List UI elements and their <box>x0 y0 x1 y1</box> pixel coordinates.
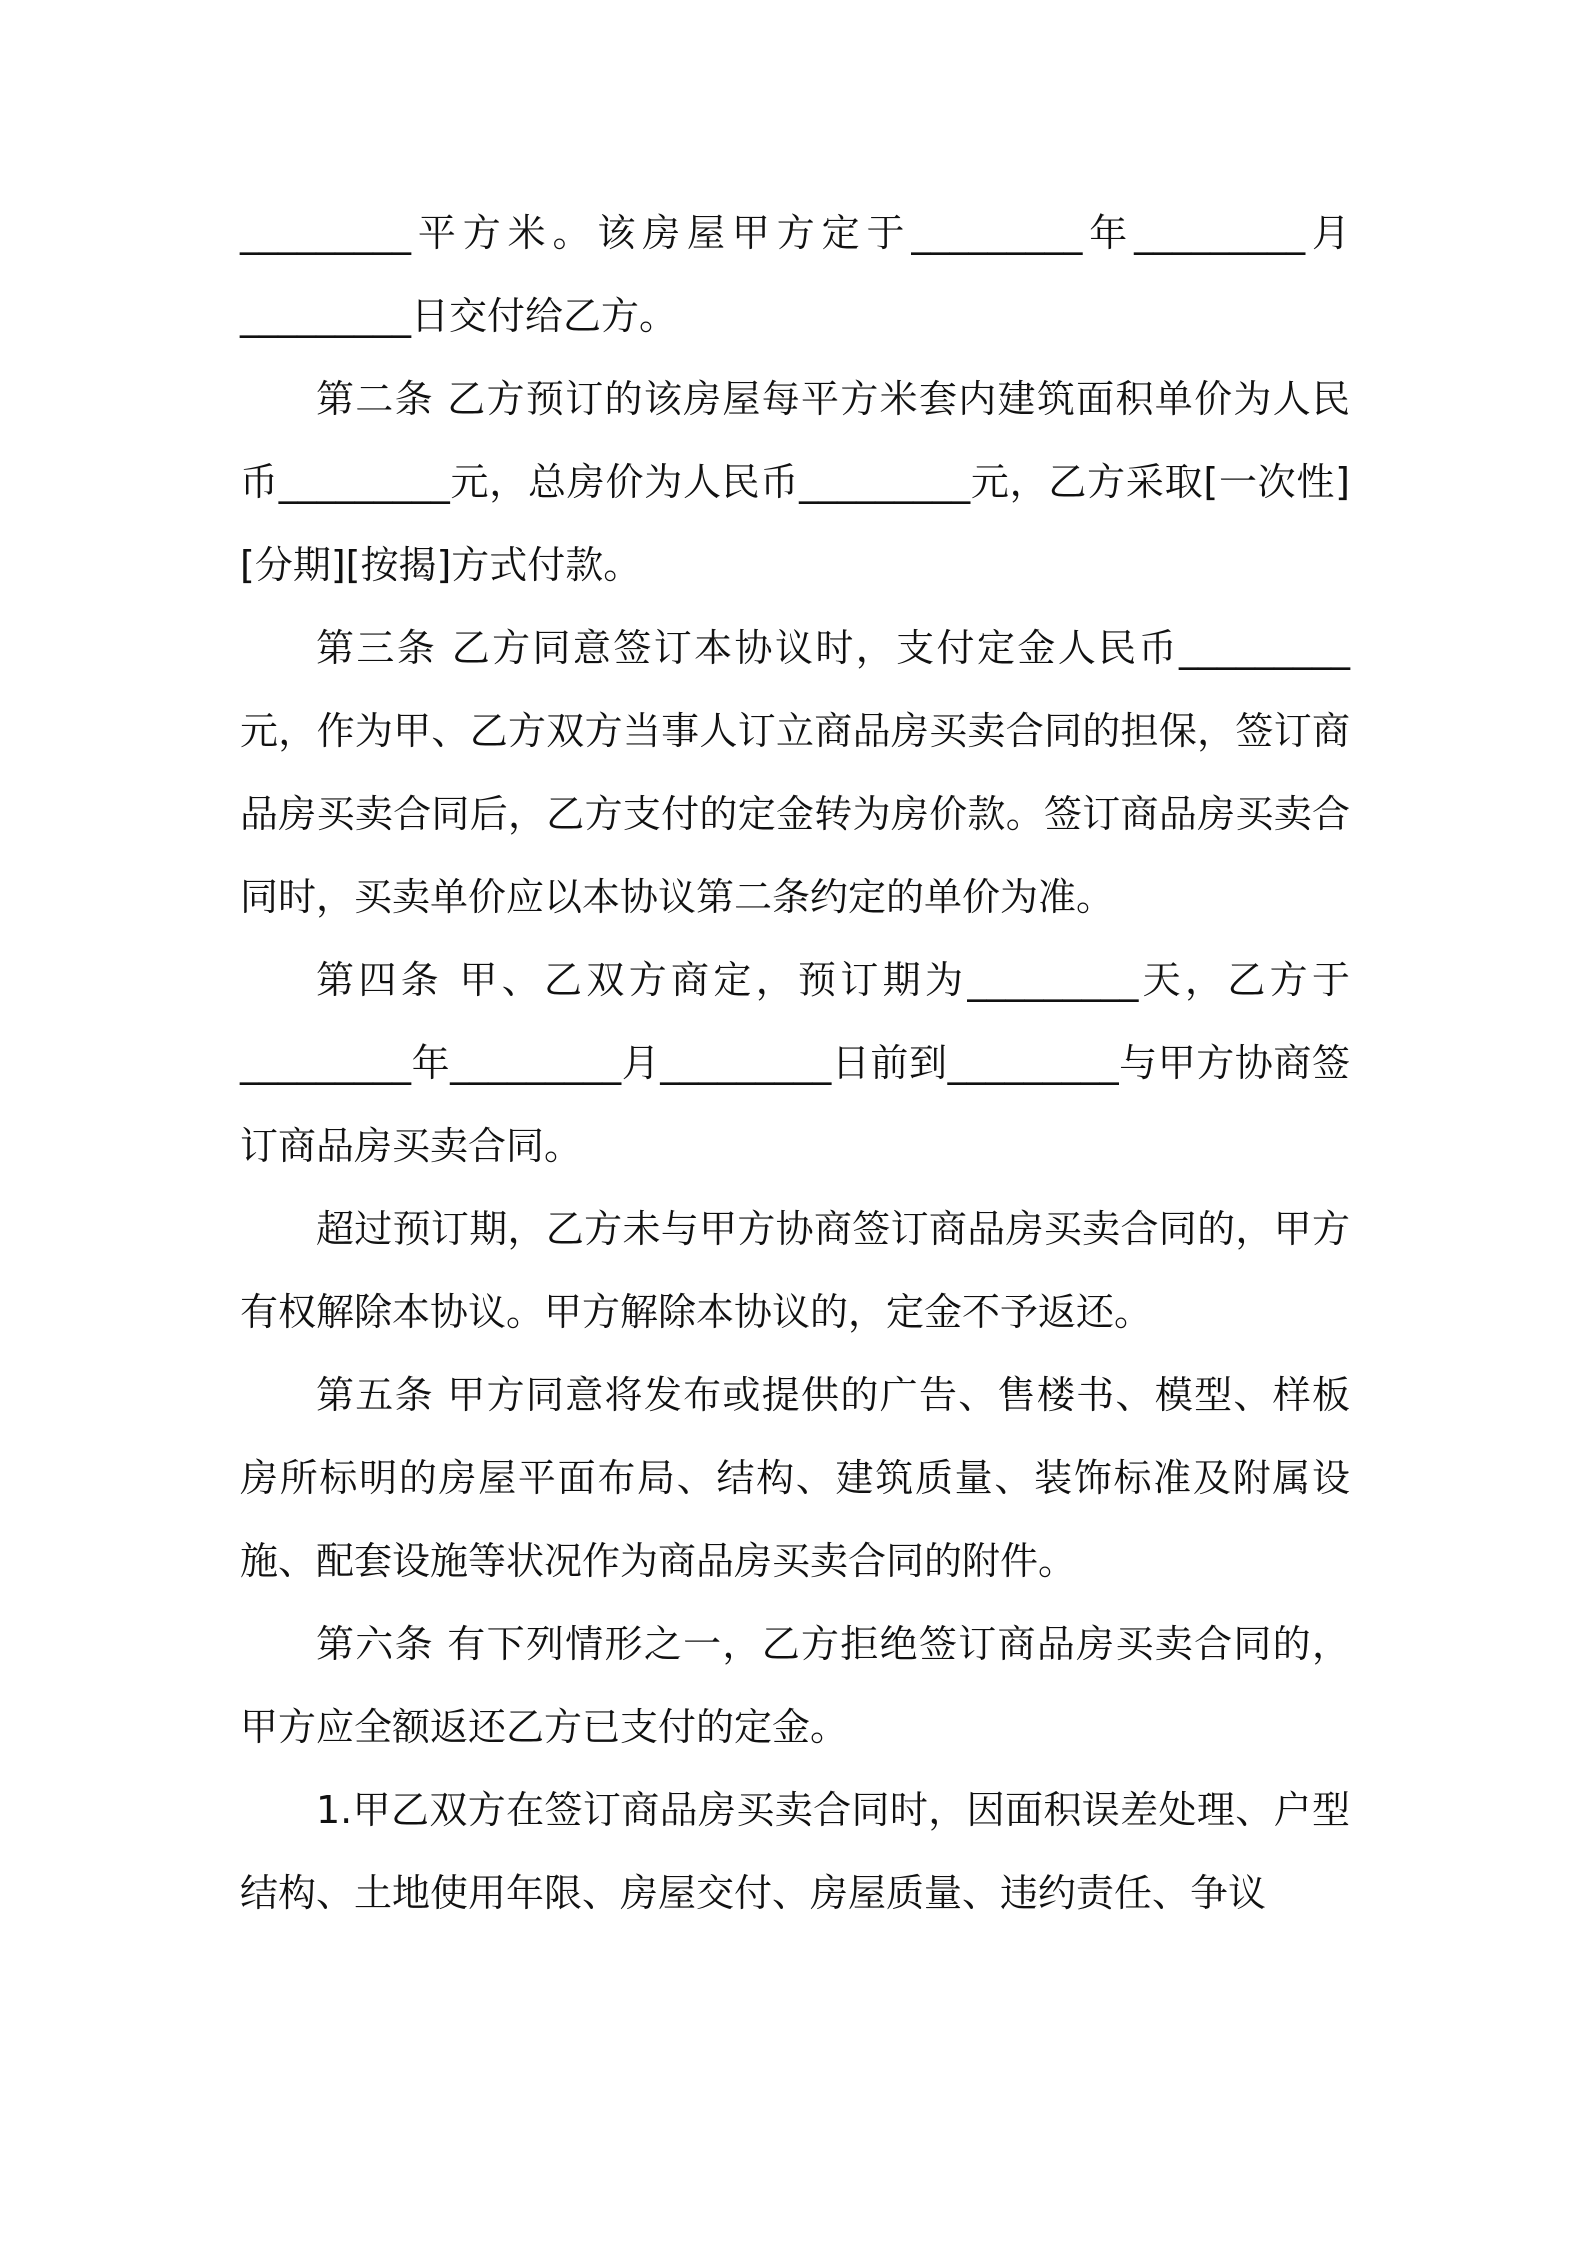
paragraph-article-5: 第五条 甲方同意将发布或提供的广告、售楼书、模型、样板房所标明的房屋平面布局、结构、建筑质量、装饰标准及附属设施、配套设施等状况作为商品房买卖合同的附件。 <box>240 1373 1350 1583</box>
paragraph-article-3: 第三条 乙方同意签订本协议时，支付定金人民币_________元，作为甲、乙方双方当事人订立商品房买卖合同的担保，签订商品房买卖合同后，乙方支付的定金转为房价款。签订商品房买卖合同时，买卖单价应以本协议第二条约定的单价为准。 <box>240 626 1350 919</box>
paragraph-article-4-overdue: 超过预订期，乙方未与甲方协商签订商品房买卖合同的，甲方有权解除本协议。甲方解除本协议的，定金不予返还。 <box>240 1207 1350 1334</box>
paragraph-delivery-date: _________平方米。该房屋甲方定于_________年_________月_________日交付给乙方。 <box>240 211 1350 338</box>
paragraph-article-6: 第六条 有下列情形之一，乙方拒绝签订商品房买卖合同的，甲方应全额返还乙方已支付的定金。 <box>240 1622 1350 1749</box>
paragraph-article-6-item-1: 1.甲乙双方在签订商品房买卖合同时，因面积误差处理、户型结构、土地使用年限、房屋交付、房屋质量、违约责任、争议 <box>240 1788 1350 1915</box>
paragraph-article-2: 第二条 乙方预订的该房屋每平方米套内建筑面积单价为人民币_________元，总房价为人民币_________元，乙方采取[一次性][分期][按揭]方式付款。 <box>240 377 1350 587</box>
contract-body <box>240 192 1350 1935</box>
paragraph-article-4: 第四条 甲、乙双方商定，预订期为_________天，乙方于_________年_________月_________日前到_________与甲方协商签订商品房买卖合同。 <box>240 958 1350 1168</box>
